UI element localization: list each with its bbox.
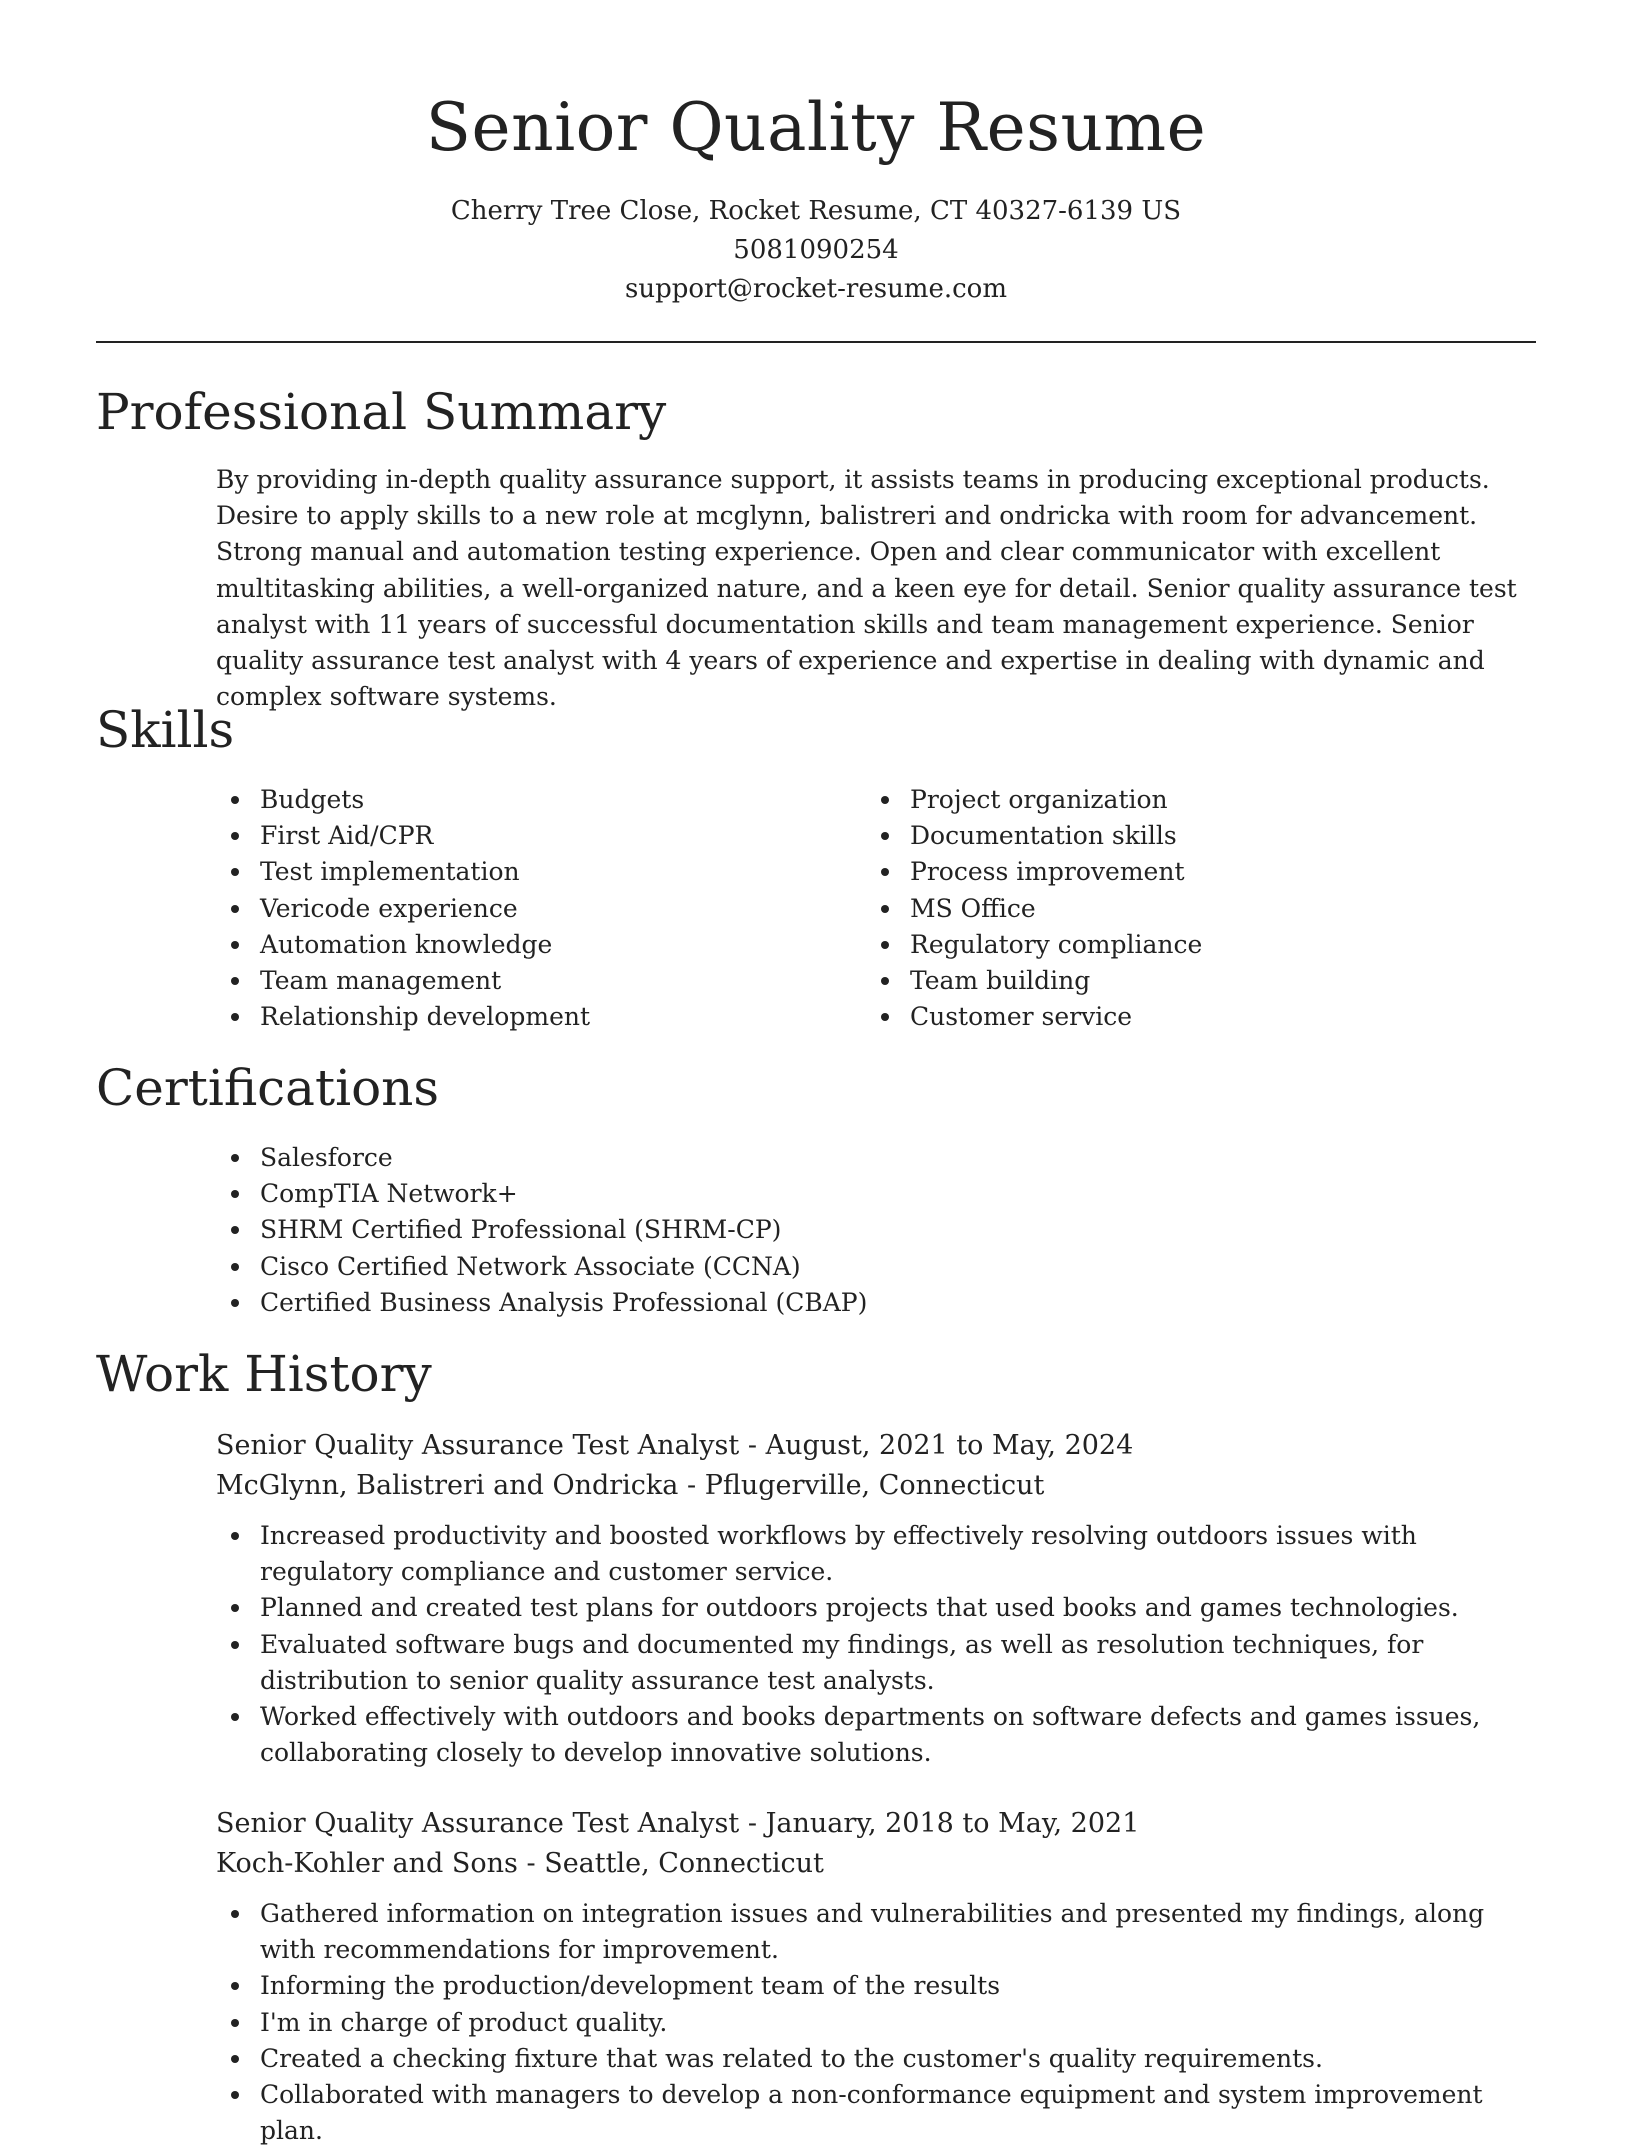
skill-item: Project organization	[866, 782, 1466, 818]
job-location: Pflugerville, Connecticut	[704, 1470, 1045, 1501]
job-title-line	[216, 1426, 1546, 1466]
job-entry	[216, 1804, 1546, 2149]
job-bullet: Created a checking fixture that was related to the customer's quality requirements.	[216, 2041, 1546, 2077]
skill-item: Team management	[216, 963, 816, 999]
skill-item: Regulatory compliance	[866, 927, 1466, 963]
summary-heading: Professional Summary	[96, 383, 667, 441]
job-company-line	[216, 1466, 1546, 1506]
job-bullet: I'm in charge of product quality.	[216, 2005, 1546, 2041]
job-bullets	[216, 1896, 1546, 2149]
job-bullet: Worked effectively with outdoors and books departments on software defects and games issues, collaborating closely to develop innovative solutions.	[216, 1699, 1546, 1771]
skill-item: Customer service	[866, 999, 1466, 1035]
resume-header	[0, 0, 1632, 309]
certifications-list	[216, 1140, 1416, 1321]
skill-item: Test implementation	[216, 854, 816, 890]
skill-item: Relationship development	[216, 999, 816, 1035]
certification-item: Salesforce	[216, 1140, 1416, 1176]
job-role: Senior Quality Assurance Test Analyst	[216, 1808, 740, 1839]
certification-item: Cisco Certified Network Associate (CCNA)	[216, 1249, 1416, 1285]
skill-item: First Aid/CPR	[216, 818, 816, 854]
job-bullet: Informing the production/development team of the results	[216, 1968, 1546, 2004]
certification-item: SHRM Certified Professional (SHRM-CP)	[216, 1212, 1416, 1248]
job-separator: -	[747, 1808, 757, 1839]
job-bullet: Evaluated software bugs and documented my findings, as well as resolution techniques, for distribution to senior quality assurance test analysts.	[216, 1627, 1546, 1699]
skills-list-right	[866, 782, 1466, 1035]
job-entry	[216, 1426, 1546, 1771]
header-divider	[96, 341, 1536, 343]
job-bullet: Planned and created test plans for outdoors projects that used books and games technologies.	[216, 1590, 1546, 1626]
skills-heading: Skills	[96, 701, 235, 759]
job-separator: -	[526, 1848, 536, 1879]
job-dates: January, 2018 to May, 2021	[765, 1808, 1140, 1839]
candidate-name: Senior Quality Resume	[425, 89, 1207, 166]
contact-block	[0, 192, 1632, 309]
certification-item: CompTIA Network+	[216, 1176, 1416, 1212]
job-company: Koch-Kohler and Sons	[216, 1848, 518, 1879]
skill-item: Team building	[866, 963, 1466, 999]
job-company: McGlynn, Balistreri and Ondricka	[216, 1470, 679, 1501]
address-text: Cherry Tree Close, Rocket Resume, CT 40327-6139 US	[450, 196, 1182, 226]
skill-item: MS Office	[866, 891, 1466, 927]
job-bullet: Collaborated with managers to develop a non-conformance equipment and system improvement plan.	[216, 2077, 1546, 2149]
phone-text: 5081090254	[733, 235, 899, 265]
job-separator: -	[747, 1430, 757, 1461]
work-history-heading: Work History	[96, 1345, 432, 1403]
job-dates: August, 2021 to May, 2024	[765, 1430, 1134, 1461]
skill-item: Vericode experience	[216, 891, 816, 927]
job-separator: -	[686, 1470, 697, 1501]
email-text: support@rocket-resume.com	[624, 274, 1007, 304]
job-title-line	[216, 1804, 1546, 1844]
job-location: Seattle, Connecticut	[544, 1848, 824, 1879]
summary-text: By providing in-depth quality assurance support, it assists teams in producing exceptional products. Desire to apply skills to a new role at mcglynn, balistreri and ondricka with room for advancement. Strong manual and automation testing experience. Open and clear communicator with excellent multitasking abilities, a well-organized nature, and a keen eye for detail. Senior quality assurance test analyst with 11 years of successful documentation skills and team management experience. Senior quality assurance test analyst with 4 years of experience and expertise in dealing with dynamic and complex software systems.	[216, 465, 1517, 712]
skill-item: Automation knowledge	[216, 927, 816, 963]
certification-item: Certified Business Analysis Professional (CBAP)	[216, 1285, 1416, 1321]
job-bullet: Increased productivity and boosted workflows by effectively resolving outdoors issues with regulatory compliance and customer service.	[216, 1518, 1546, 1590]
job-bullets	[216, 1518, 1546, 1771]
job-role: Senior Quality Assurance Test Analyst	[216, 1430, 740, 1461]
job-company-line	[216, 1844, 1546, 1884]
skill-item: Budgets	[216, 782, 816, 818]
skills-list-left	[216, 782, 816, 1035]
job-bullet: Gathered information on integration issues and vulnerabilities and presented my findings, along with recommendations for improvement.	[216, 1896, 1546, 1968]
certifications-heading: Certifications	[96, 1059, 440, 1117]
skill-item: Documentation skills	[866, 818, 1466, 854]
skill-item: Process improvement	[866, 854, 1466, 890]
